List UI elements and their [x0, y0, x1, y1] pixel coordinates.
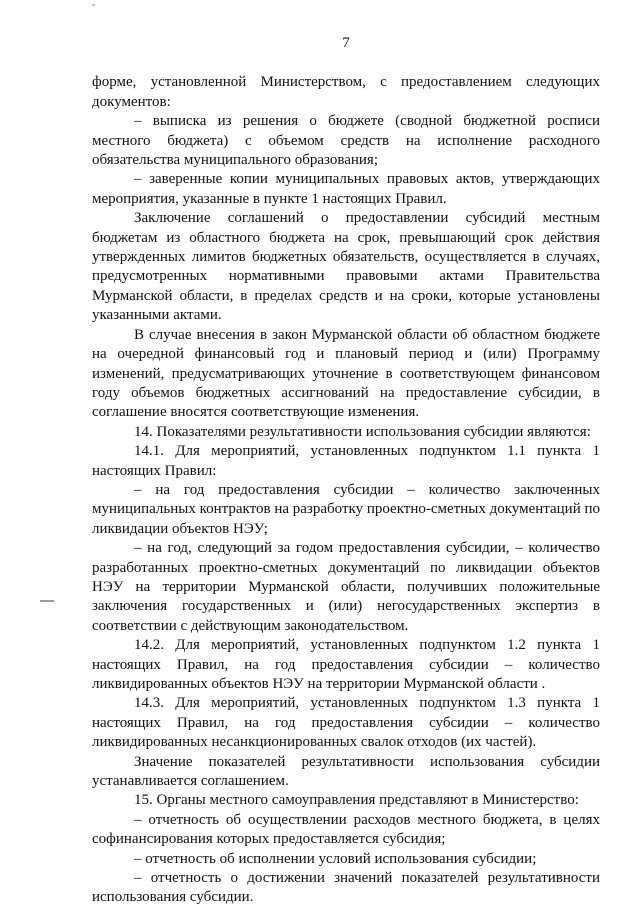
paragraph-section-14-3: 14.3. Для мероприятий, установленных подпунктом 1.3 пункта 1 настоящих Правил, на год предоставления субсидии – количество ликвидированных несанкционированных свалок отходов (их частей). — [92, 695, 600, 751]
paragraph-expenses-report: – отчетность об осуществлении расходов местного бюджета, в целях софинансирования которых предоставляется субсидия; — [92, 811, 600, 848]
paragraph-indicators-report: – отчетность о достижении значений показателей результативности использования субсидии. — [92, 870, 600, 906]
paragraph-contracts-count: – на год предоставления субсидии – количество заключенных муниципальных контрактов на разработку проектно-сметных документаций по ликвидации объектов НЭУ; — [92, 481, 601, 537]
paragraph-section-14-2: 14.2. Для мероприятий, установленных подпунктом 1.2 пункта 1 настоящих Правил, на год предоставления субсидии – количество ликвидированных объектов НЭУ на территории Мурманской области . — [92, 637, 600, 692]
document-page — [92, 34, 600, 908]
page-number: 7 — [342, 35, 350, 51]
paragraph-law-amendments: В случае внесения в закон Мурманской области об областном бюджете на очередной финансовый год и плановый период и (или) Программу изменений, предусматривающих уточнение в соответствующем финансовом году объемов бюджетных ассигнований на предоставление субсидии, в соглашение вносятся соответствующие изменения. — [92, 326, 600, 421]
paragraph-indicator-values: Значение показателей результативности использования субсидии устанавливается соглашением. — [92, 753, 600, 790]
scan-artifact-dot — [92, 4, 95, 6]
paragraph-certified-copies: – заверенные копии муниципальных правовых актов, утверждающих мероприятия, указанные в пункте 1 настоящих Правил. — [92, 171, 600, 207]
scan-artifact-mark — [40, 600, 54, 602]
paragraph-section-14: 14. Показателями результативности использования субсидии являются: — [134, 423, 591, 440]
paragraph-budget-extract: – выписка из решения о бюджете (сводной бюджетной росписи местного бюджета) с объемом средств на исполнение расходного обязательства муниципального образования; — [92, 113, 600, 169]
paragraph-section-15: 15. Органы местного самоуправления представляют в Министерство: — [134, 792, 579, 809]
paragraph-documentation-count: – на год, следующий за годом предоставления субсидии, – количество разработанных проектно-сметных документаций по ликвидации объектов НЭУ на территории Мурманской области, получивших положительные заключения государственных и (или) негосударственных экспертиз в соответствии с действующим законодательством. — [92, 540, 600, 634]
paragraph-section-14-1: 14.1. Для мероприятий, установленных подпунктом 1.1 пункта 1 настоящих Правил: — [92, 443, 600, 479]
paragraph-documents-intro: форме, установленной Министерством, с предоставлением следующих документов: — [92, 74, 600, 110]
paragraph-conditions-report: – отчетность об исполнении условий использования субсидии; — [134, 850, 537, 867]
paragraph-agreement-term: Заключение соглашений о предоставлении субсидий местным бюджетам из областного бюджета на срок, превышающий срок действия утвержденных лимитов бюджетных обязательств, осуществляется в случаях, предусмотренных нормативными правовыми актами Правительства Мурманской области, в пределах средств и на сроки, которые установлены указанными актами. — [92, 210, 600, 324]
